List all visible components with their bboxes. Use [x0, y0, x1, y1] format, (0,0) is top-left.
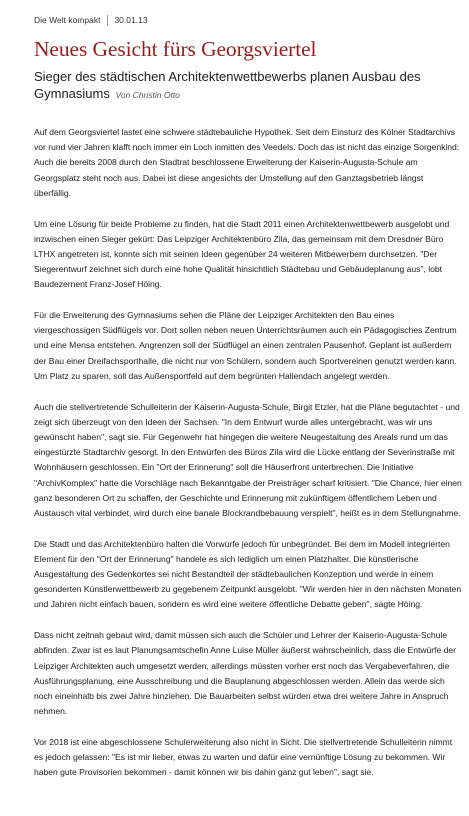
- article-page: [34, 14, 462, 796]
- article-paragraph: Dass nicht zeitnah gebaut wird, damit müssen sich auch die Schüler und Lehrer der Kaiserin-Augusta-Schule abfinden. Zwar ist es laut Planungsamtschefin Anne Luise Müller äußerst wahrscheinlich, dass die Entwürfe der Leipziger Architekten auch umgesetzt werden, allerdings müssten vorher erst noch das Vergabeverfahren, die Ausführungsplanung, eine Ausschreibung und die Bauplanung abgeschlossen werden. Allein das werde sich noch eineinhalb bis zwei Jahre hinziehen. Die Bauarbeiten selbst würden etwa drei weitere Jahre in Anspruch nehmen.: [34, 630, 456, 717]
- article-paragraph: Vor 2018 ist eine abgeschlossene Schulerweiterung also nicht in Sicht. Die stellvertretende Schulleiterin nimmt es jedoch gelassen: "Es ist mir lieber, etwas zu warten und dafür eine vernünftige Lösung zu bekommen. Wir haben gute Provisorien bekommen - damit können wir bis dahin ganz gut leben", sagt sie.: [34, 736, 453, 778]
- article-paragraph: Für die Erweiterung des Gymnasiums sehen die Pläne der Leipziger Architekten den Bau eines viergeschossigen Südflügels vor. Dort sollen neben neuen Unterrichtsräumen auch ein Pädagogisches Zentrum und eine Mensa entstehen. Angrenzen soll der Südflügel an einen zentralen Pausenhof. Geplant ist außerdem der Bau einer Dreifachsporthalle, die nicht nur von Schülern, sondern auch Sportvereinen genutzt werden kann. Um Platz zu sparen, soll das Außensportfeld auf dem begrünten Hallendach angelegt werden.: [34, 310, 457, 381]
- meta-divider: [107, 15, 108, 26]
- article-paragraph: Um eine Lösung für beide Probleme zu finden, hat die Stadt 2011 einen Architektenwettbewerb ausgelobt und inzwischen einen Sieger gekürt: Das Leipziger Architektenbüro Zila, das gemeinsam mit dem Dresdner Büro LTHX angetreten ist, konnte sich mit seinen Ideen gegenüber 24 weiteren Mitbewerbern durchsetzen. "Der Siegerentwurf zeichnet sich durch eine hohe Qualität hinsichtlich Städtebau und Gebäudeplanung aus", lobt Baudezernent Franz-Josef Höing.: [34, 218, 450, 290]
- article-headline: Neues Gesicht fürs Georgsviertel: [34, 37, 317, 61]
- article-author: Von Christin Otto: [115, 90, 180, 100]
- article-subheadline: [34, 68, 434, 104]
- publication-name: Die Welt kompakt: [34, 15, 101, 25]
- publication-date: 30.01.13: [114, 15, 148, 25]
- article-paragraph: Die Stadt und das Architektenbüro halten die Vorwürfe jedoch für unbegründet. Bei dem im Modell integrierten Element für den "Ort der Erinnerung" handele es sich lediglich um einen Platzhalter. Die künstlerische Ausgestaltung des Gedenkortes sei nicht Bestandteil der städtebaulichen Konzeption und werde in einem gesonderten Künstlerwettbewerb zu gegebenem Zeitpunkt ausgelobt. "Wir werden hier in den nächsten Monaten und Jahren nicht einfach bauen, sondern es wird eine weitere öffentliche Debatte geben", sagte Höing.: [34, 538, 462, 610]
- article-body: [34, 125, 462, 781]
- subheadline-text: Sieger des städtischen Architektenwettbewerbs planen Ausbau des Gymnasiums: [34, 69, 421, 101]
- article-meta: [34, 14, 462, 26]
- article-paragraph: Auf dem Georgsviertel lastet eine schwere städtebauliche Hypothek. Seit dem Einsturz des Kölner Stadtarchivs vor rund vier Jahren klafft noch immer ein Loch inmitten des Veedels. Doch das ist nicht das einzige Sorgenkind: Auch die bereits 2008 durch den Stadtrat beschlossene Erweiterung der Kaiserin-Augusta-Schule am Georgsplatz steht noch aus. Dabei ist diese angesichts der Umstellung auf den Ganztagsbetrieb längst überfällig.: [34, 127, 460, 198]
- article-paragraph: Auch die stellvertretende Schulleiterin der Kaiserin-Augusta-Schule, Birgit Etzler, hat die Pläne begutachtet - und zeigt sich überzeugt von den Ideen der Sachsen. "In dem Entwurf wurde alles untergebracht, was wir uns gewünscht haben", sagt sie. Für Gegenwehr hat hingegen die weitere Neugestaltung des Areals rund um das eingestürzte Stadtarchiv gesorgt. In den Entwürfen des Büros Zila wird die Lücke entlang der Severinstraße mit Wohnhäusern geschlossen. Ein "Ort der Erinnerung" soll die Häuserfront unterbrechen. Die Initiative "ArchivKomplex" hatte die Vorschläge nach Bekanntgabe der Preisträger scharf kritisiert. "Die Chance, hier einen ganz besonderen Ort zu schaffen, der Geschichte und Erinnerung mit zukünftigem öffentlichem Leben und Austausch vital verbindet, wird durch eine banale Blockrandbebauung verspielt", heißt es in dem Stellungnahme.: [34, 401, 462, 518]
